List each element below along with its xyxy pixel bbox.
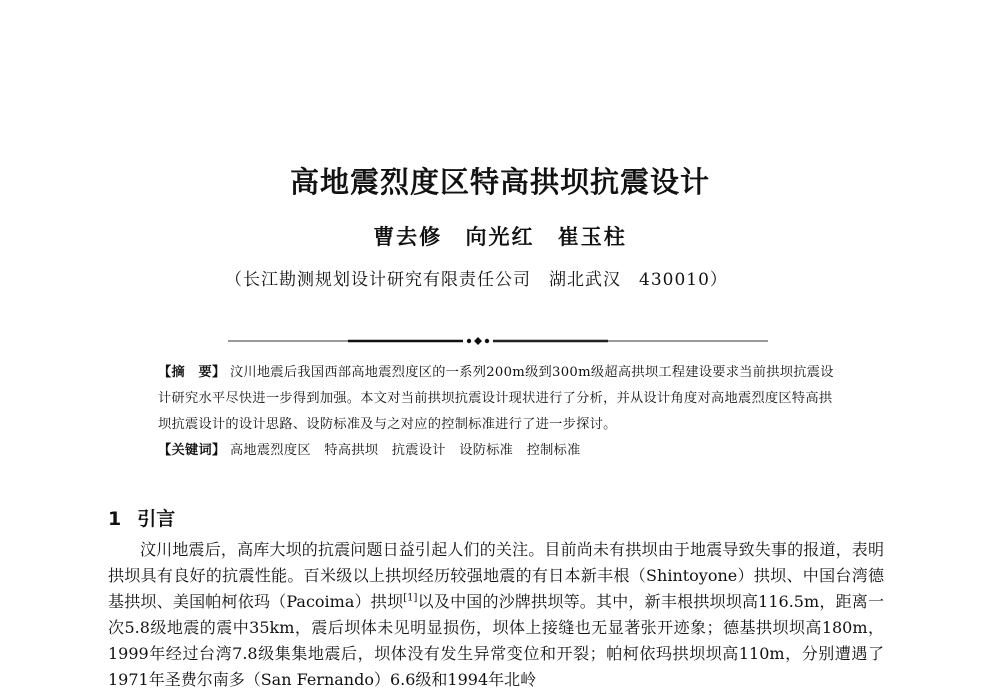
authors: 曹去修 向光红 崔玉柱	[373, 224, 627, 249]
body-text-part2: 以及中国的沙牌拱坝等。其中，新丰根拱坝坝高116.5m，距离一次5.8级地震的震中35km，震后坝体未见明显损伤，坝体上接缝也无显著张开迹象；德基拱坝坝高180m，1999年经过台湾7.8级集集地震后，坝体没有发生异常变位和开裂；帕柯依玛拱坝坝高110m，分别遭遇了1971年圣费尔南多（San Fernando）6.6级和1994年北岭	[108, 592, 884, 689]
section-heading	[108, 504, 175, 531]
abstract	[158, 360, 838, 438]
paper-title: 高地震烈度区特高拱坝抗震设计	[289, 165, 710, 199]
abstract-block	[158, 360, 838, 464]
keywords-text: 高地震烈度区 特高拱坝 抗震设计 设防标准 控制标准	[229, 443, 581, 458]
body-paragraph	[108, 537, 884, 693]
keywords	[158, 438, 838, 464]
abstract-label: 【摘 要】	[158, 365, 226, 380]
body-text-part1: 汶川地震后，高库大坝的抗震问题日益引起人们的关注。目前尚未有拱坝由于地震导致失事的报道，表明拱坝具有良好的抗震性能。百米级以上拱坝经历较强地震的有日本新丰根（Shintoyone）拱坝、中国台湾德基拱坝、美国帕柯依玛（Pacoima）拱坝	[108, 540, 884, 611]
keywords-label: 【关键词】	[158, 443, 226, 458]
abstract-text: 汶川地震后我国西部高地震烈度区的一系列200m级到300m级超高拱坝工程建设要求当前拱坝抗震设计研究水平尽快进一步得到加强。本文对当前拱坝抗震设计现状进行了分析，并从设计角度对高地震烈度区特高拱坝抗震设计的设计思路、设防标准及与之对应的控制标准进行了进一步探讨。	[158, 365, 834, 432]
section-number: 1	[108, 508, 122, 530]
reference-marker[interactable]: [1]	[403, 592, 418, 604]
affiliation: （长江勘测规划设计研究有限责任公司 湖北武汉 430010）	[225, 270, 728, 290]
section-title: 引言	[137, 508, 176, 530]
ornamental-divider	[228, 336, 768, 346]
